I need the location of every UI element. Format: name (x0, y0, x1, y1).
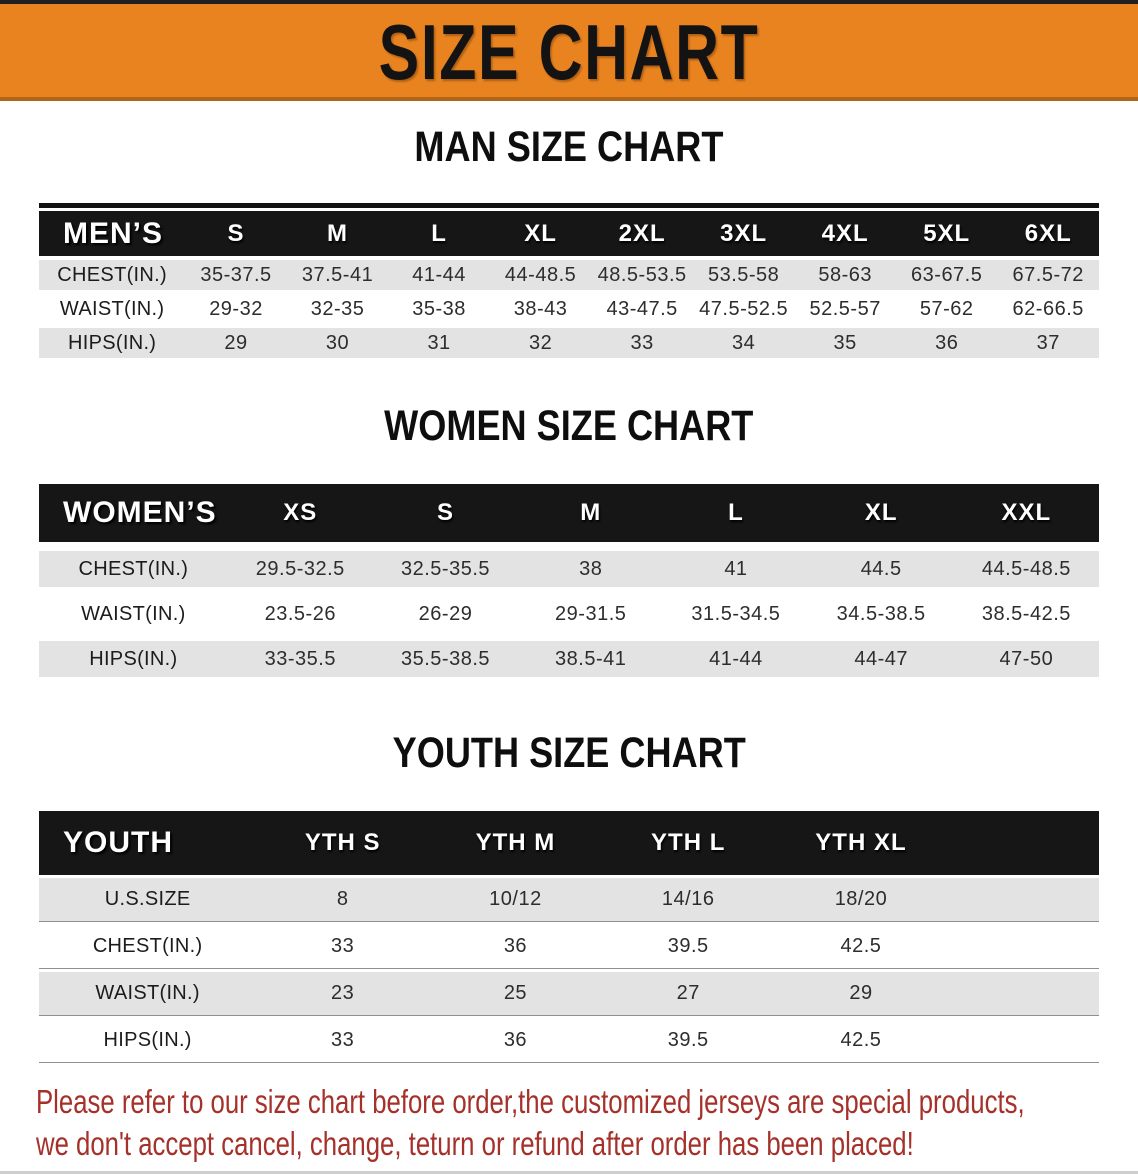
size-value: 18/20 (775, 878, 948, 922)
size-value: 32.5-35.5 (373, 551, 518, 587)
size-value: 38-43 (490, 294, 592, 324)
size-value: 34.5-38.5 (809, 596, 954, 632)
size-value: 8 (256, 878, 429, 922)
size-value: 58-63 (794, 260, 896, 290)
size-value: 53.5-58 (693, 260, 795, 290)
size-value: 43-47.5 (591, 294, 693, 324)
size-value: 29 (775, 972, 948, 1016)
size-value: 29-31.5 (518, 596, 663, 632)
column-header: XS (228, 484, 373, 542)
size-value: 34 (693, 328, 795, 358)
column-header: XXL (954, 484, 1099, 542)
column-header: XL (809, 484, 954, 542)
size-value: 29 (185, 328, 287, 358)
womens-section-heading (0, 402, 1138, 460)
size-value: 52.5-57 (794, 294, 896, 324)
row-label: CHEST(IN.) (39, 925, 256, 969)
mens-heading-text: MAN SIZE CHART (414, 123, 724, 171)
mens-table-header-label: MEN’S (39, 211, 185, 256)
size-value: 44-47 (809, 641, 954, 677)
size-value: 35 (794, 328, 896, 358)
size-value: 35.5-38.5 (373, 641, 518, 677)
size-value: 38.5-41 (518, 641, 663, 677)
column-header: YTH S (256, 811, 429, 875)
disclaimer (0, 1081, 1138, 1165)
size-value: 44.5 (809, 551, 954, 587)
size-value: 27 (602, 972, 775, 1016)
row-filler (947, 878, 1099, 922)
column-header: M (518, 484, 663, 542)
size-value: 23 (256, 972, 429, 1016)
youth-size-table (39, 811, 1099, 1063)
size-value: 33-35.5 (228, 641, 373, 677)
size-value: 36 (896, 328, 998, 358)
size-value: 30 (287, 328, 389, 358)
size-value: 33 (256, 925, 429, 969)
column-header: L (388, 211, 490, 256)
size-value: 14/16 (602, 878, 775, 922)
youth-section-heading (0, 729, 1138, 787)
size-value: 38 (518, 551, 663, 587)
row-filler (947, 925, 1099, 969)
size-value: 63-67.5 (896, 260, 998, 290)
column-header: M (287, 211, 389, 256)
column-header: YTH XL (775, 811, 948, 875)
size-value: 32 (490, 328, 592, 358)
size-value: 23.5-26 (228, 596, 373, 632)
size-value: 25 (429, 972, 602, 1016)
mens-table-top-rule (39, 203, 1099, 208)
size-value: 31.5-34.5 (663, 596, 808, 632)
row-filler (947, 972, 1099, 1016)
row-label: CHEST(IN.) (39, 551, 228, 587)
title-banner (0, 0, 1138, 101)
size-value: 39.5 (602, 925, 775, 969)
size-value: 31 (388, 328, 490, 358)
size-value: 44.5-48.5 (954, 551, 1099, 587)
size-value: 36 (429, 925, 602, 969)
size-value: 35-38 (388, 294, 490, 324)
column-header: 3XL (693, 211, 795, 256)
row-label: WAIST(IN.) (39, 972, 256, 1016)
size-value: 33 (256, 1019, 429, 1063)
column-header: L (663, 484, 808, 542)
column-header: 6XL (997, 211, 1099, 256)
mens-section-heading (0, 123, 1138, 181)
size-value: 47.5-52.5 (693, 294, 795, 324)
row-label: HIPS(IN.) (39, 1019, 256, 1063)
column-header: S (373, 484, 518, 542)
mens-size-table (39, 211, 1099, 358)
youth-table-header-label: YOUTH (39, 811, 256, 875)
size-value: 35-37.5 (185, 260, 287, 290)
size-value: 37.5-41 (287, 260, 389, 290)
womens-table-header-label: WOMEN’S (39, 484, 228, 542)
column-header: XL (490, 211, 592, 256)
size-value: 32-35 (287, 294, 389, 324)
disclaimer-line-1: Please refer to our size chart before order,the customized jerseys are special products, (36, 1083, 1025, 1120)
row-label: WAIST(IN.) (39, 596, 228, 632)
row-label: HIPS(IN.) (39, 641, 228, 677)
column-header: YTH L (602, 811, 775, 875)
row-label: HIPS(IN.) (39, 328, 185, 358)
size-value: 41-44 (388, 260, 490, 290)
column-header: YTH M (429, 811, 602, 875)
size-value: 62-66.5 (997, 294, 1099, 324)
size-value: 38.5-42.5 (954, 596, 1099, 632)
column-header: 2XL (591, 211, 693, 256)
size-value: 39.5 (602, 1019, 775, 1063)
header-filler (947, 811, 1099, 875)
size-value: 29-32 (185, 294, 287, 324)
size-value: 57-62 (896, 294, 998, 324)
row-label: CHEST(IN.) (39, 260, 185, 290)
row-filler (947, 1019, 1099, 1063)
womens-size-table (39, 484, 1099, 677)
column-header: 4XL (794, 211, 896, 256)
column-header: 5XL (896, 211, 998, 256)
row-label: U.S.SIZE (39, 878, 256, 922)
youth-heading-text: YOUTH SIZE CHART (392, 729, 746, 777)
column-header: S (185, 211, 287, 256)
size-value: 47-50 (954, 641, 1099, 677)
womens-heading-text: WOMEN SIZE CHART (384, 402, 754, 450)
size-value: 42.5 (775, 1019, 948, 1063)
size-value: 29.5-32.5 (228, 551, 373, 587)
size-value: 36 (429, 1019, 602, 1063)
size-value: 67.5-72 (997, 260, 1099, 290)
size-value: 48.5-53.5 (591, 260, 693, 290)
size-value: 26-29 (373, 596, 518, 632)
size-value: 33 (591, 328, 693, 358)
size-value: 41 (663, 551, 808, 587)
size-value: 42.5 (775, 925, 948, 969)
size-value: 44-48.5 (490, 260, 592, 290)
row-label: WAIST(IN.) (39, 294, 185, 324)
page-title: SIZE CHART (378, 8, 760, 96)
disclaimer-line-2: we don't accept cancel, change, teturn or refund after order has been placed! (36, 1125, 914, 1162)
size-value: 10/12 (429, 878, 602, 922)
size-value: 37 (997, 328, 1099, 358)
size-value: 41-44 (663, 641, 808, 677)
